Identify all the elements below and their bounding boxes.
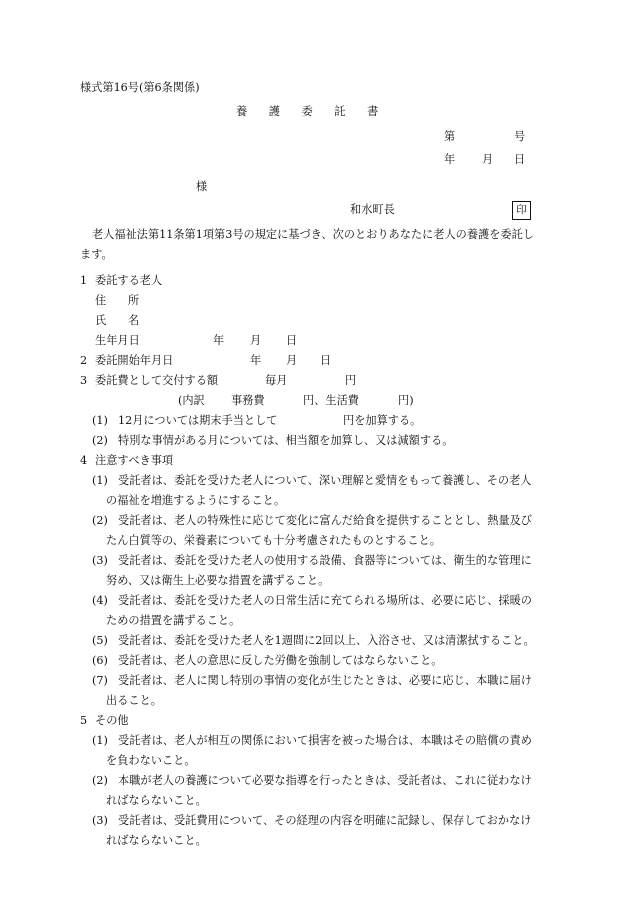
start-date-month: 月 <box>286 354 298 367</box>
item-text-line1: 受託者は、委託を受けた老人の日常生活に充てられる場所は、必要に応じ、採暖の <box>118 594 532 607</box>
item-text-line1: 本職が老人の養護について必要な指導を行ったときは、受託者は、これに従わなけ <box>118 774 532 787</box>
item-number: (2) <box>92 774 108 787</box>
section3-number: 3 <box>80 374 88 387</box>
recipient-suffix: 様 <box>196 180 208 193</box>
title-char: 書 <box>367 105 379 118</box>
seal-mark: 印 <box>512 201 531 220</box>
item-text-line2: 出ること。 <box>106 694 162 707</box>
doc-number-prefix: 第 <box>444 130 456 143</box>
item-text-line1: 受託者は、老人の意思に反した労働を強制してはならないこと。 <box>118 654 443 667</box>
breakdown-open: (内訳 <box>178 394 205 407</box>
item-number: (1) <box>92 474 108 487</box>
birthdate-day: 日 <box>286 334 298 347</box>
item-text-line1: 受託者は、委託を受けた老人の使用する設備、食器等については、衛生的な管理に <box>118 554 532 567</box>
start-date-year: 年 <box>250 354 262 367</box>
item-number: (5) <box>92 634 108 647</box>
item-number: (1) <box>92 414 108 427</box>
item-text: 特別な事情がある月については、相当額を加算し、又は減額する。 <box>118 434 454 447</box>
form-number: 様式第16号(第6条関係) <box>80 81 200 94</box>
document-title <box>236 102 378 122</box>
item-text-line1: 受託者は、委託を受けた老人を1週間に2回以上、入浴させ、又は清潔拭すること。 <box>118 634 535 647</box>
item-text-line2: の福祉を増進するようにすること。 <box>106 494 286 507</box>
name-label-b: 名 <box>128 314 140 327</box>
section1-heading: 委託する老人 <box>95 274 163 287</box>
birthdate-label: 生年月日 <box>95 334 140 347</box>
item-text-line2: ための措置を講ずること。 <box>106 614 241 627</box>
title-char: 委 <box>301 105 313 118</box>
item-text-line2: たん白質等の、栄養素についても十分考慮されたものとすること。 <box>106 534 441 547</box>
item-number: (3) <box>92 814 108 827</box>
doc-number-suffix: 号 <box>514 130 526 143</box>
address-label-b: 所 <box>128 294 140 307</box>
start-date-day: 日 <box>320 354 332 367</box>
section2-heading: 委託開始年月日 <box>95 354 174 367</box>
birthdate-year: 年 <box>213 334 225 347</box>
office-cost-label: 事務費 <box>231 394 265 407</box>
item-text-line1: 受託者は、委託を受けた老人について、深い理解と愛情をもって養護し、その老人 <box>118 474 532 487</box>
item-number: (3) <box>92 554 108 567</box>
section4-number: 4 <box>80 454 88 467</box>
section1-number: 1 <box>80 274 88 287</box>
monthly-label: 毎月 <box>265 374 288 387</box>
issue-date-year: 年 <box>444 153 456 166</box>
intro-text-line2: ます。 <box>80 248 113 261</box>
section4-heading: 注意すべき事項 <box>95 454 174 467</box>
section5-number: 5 <box>80 714 88 727</box>
title-char: 託 <box>334 105 346 118</box>
birthdate-month: 月 <box>250 334 262 347</box>
item-number: (7) <box>92 674 108 687</box>
section2-number: 2 <box>80 354 88 367</box>
item-text-line1: 受託者は、受託費用について、その経理の内容を明確に記録し、保存しておかなけ <box>118 814 532 827</box>
issuer-name: 和水町長 <box>350 203 395 216</box>
living-cost-label: 円、生活費 <box>303 394 359 407</box>
intro-text-line1: 老人福祉法第11条第1項第3号の規定に基づき、次のとおりあなたに老人の養護を委託し <box>92 228 534 241</box>
issue-date-day: 日 <box>514 153 526 166</box>
item-text-line2: を負わないこと。 <box>106 754 196 767</box>
item-number: (4) <box>92 594 108 607</box>
item-text-line2: ればならないこと。 <box>106 834 207 847</box>
item-text-line1: 受託者は、老人が相互の関係において損害を被った場合は、本職はその賠償の責め <box>118 734 532 747</box>
section3-heading: 委託費として交付する額 <box>95 374 219 387</box>
item-text-line1: 受託者は、老人の特殊性に応じて変化に富んだ給食を提供することとし、熱量及び <box>118 514 532 527</box>
breakdown-close: 円) <box>398 394 414 407</box>
item-number: (2) <box>92 514 108 527</box>
address-label-a: 住 <box>95 294 107 307</box>
item-text: 12月については期末手当として <box>118 414 278 427</box>
item-text-tail: 円を加算する。 <box>343 414 422 427</box>
issue-date-month: 月 <box>482 153 494 166</box>
item-text-line2: 努め、又は衛生上必要な措置を講ずること。 <box>106 574 330 587</box>
monthly-yen: 円 <box>345 374 357 387</box>
section5-heading: その他 <box>95 714 129 727</box>
title-char: 護 <box>268 105 280 118</box>
item-text-line2: ればならないこと。 <box>106 794 207 807</box>
item-number: (1) <box>92 734 108 747</box>
item-number: (6) <box>92 654 108 667</box>
name-label-a: 氏 <box>95 314 107 327</box>
item-text-line1: 受託者は、老人に関し特別の事情の変化が生じたときは、必要に応じ、本職に届け <box>118 674 532 687</box>
item-number: (2) <box>92 434 108 447</box>
title-char: 養 <box>236 105 248 118</box>
